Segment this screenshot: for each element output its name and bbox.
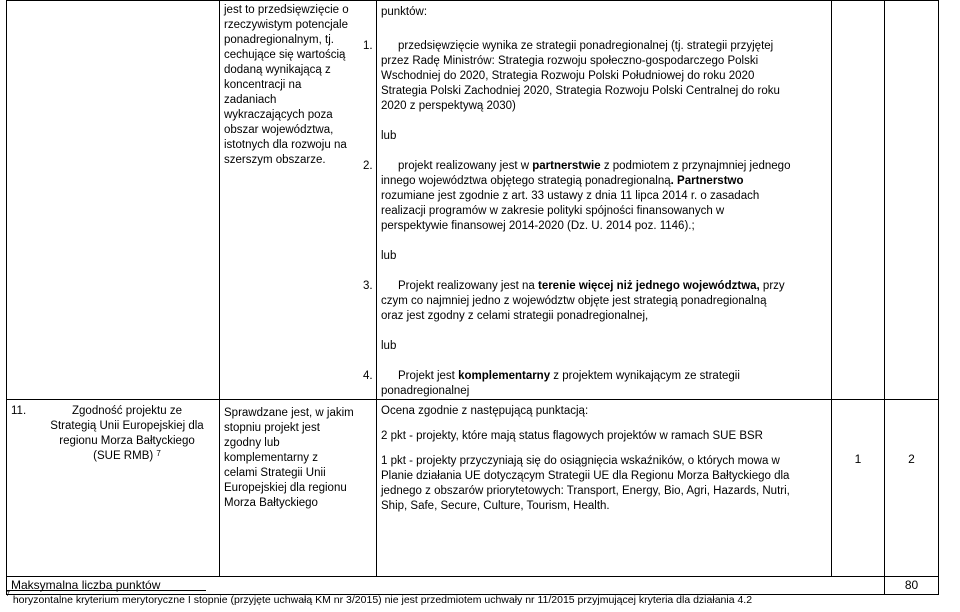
item-text: z podmiotem z przynajmniej jednego bbox=[600, 160, 791, 172]
scoring-rules-cell bbox=[377, 400, 832, 577]
table-row-criterion-11 bbox=[7, 400, 939, 577]
scoring-1pt-line: jednego z obszarów priorytetowych: Transport, Energy, Bio, Agri, Hazards, Nutri, bbox=[381, 485, 790, 497]
item-text: ponadregionalnej bbox=[381, 385, 470, 397]
item-text: rozumiane jest zgodnie z art. 33 ustawy z dnia 11 lipca 2014 r. o zasadach bbox=[381, 190, 760, 202]
item-text-bold: komplementarny bbox=[458, 370, 551, 382]
score-cell-empty bbox=[885, 1, 939, 400]
criterion-title-cell bbox=[7, 400, 220, 577]
scoring-item-1 bbox=[363, 39, 827, 114]
criterion-title-line: Zgodność projektu ze bbox=[72, 405, 182, 417]
criterion-title-line: regionu Morza Bałtyckiego bbox=[59, 435, 195, 447]
item-text: czym co najmniej jedno z województw objęte jest strategią ponadregionalną bbox=[381, 295, 767, 307]
score-min-cell bbox=[832, 400, 885, 577]
or-separator: lub bbox=[381, 340, 397, 352]
table-row-max-points bbox=[7, 577, 939, 595]
item-number: 2. bbox=[363, 160, 373, 172]
description-line: zadaniach bbox=[224, 94, 277, 106]
item-text: perspektywie finansowej 2014-2020 (Dz. U. 2014 poz. 1146).; bbox=[381, 220, 695, 232]
description-line: stopniu projekt jest bbox=[224, 422, 320, 434]
item-text: Wschodniej do 2020, Strategia Rozwoju Polski Południowej do roku 2020 bbox=[381, 70, 755, 82]
max-points-value-cell bbox=[885, 577, 939, 595]
item-text: przy bbox=[759, 280, 785, 292]
item-number: 4. bbox=[363, 370, 373, 382]
scoring-1pt-line: Planie działania UE dotyczącym Strategii UE dla Regionu Morza Bałtyckiego dla bbox=[381, 470, 790, 482]
description-line: ponadregionalnym, tj. bbox=[224, 34, 334, 46]
item-text: przez Radę Ministrów: Strategia rozwoju społeczno-gospodarczego Polski bbox=[381, 55, 759, 67]
item-text: z projektem wynikającym ze strategii bbox=[550, 370, 740, 382]
description-line: Europejskiej dla regionu bbox=[224, 482, 347, 494]
description-line: istotnych dla rozwoju na bbox=[224, 139, 347, 151]
description-line: komplementarny z bbox=[224, 452, 318, 464]
scoring-1pt-line: Ship, Safe, Secure, Culture, Tourism, Health. bbox=[381, 500, 610, 512]
item-text: Projekt realizowany jest na bbox=[398, 280, 538, 292]
footnote-marker: 7 bbox=[6, 591, 10, 598]
scoring-1pt-line: 1 pkt - projekty przyczyniają się do osiągnięcia wskaźników, o których mowa w bbox=[381, 455, 780, 467]
criterion-description-cell bbox=[220, 1, 377, 400]
footnote-reference[interactable]: 7 bbox=[156, 449, 161, 458]
item-text: innego województwa objętego strategią ponadregionalną bbox=[381, 175, 671, 187]
description-line: koncentracji na bbox=[224, 79, 302, 91]
description-line: wykraczających poza bbox=[224, 109, 333, 121]
score-max: 2 bbox=[908, 452, 915, 466]
item-text: Strategia Polski Zachodniej 2020, Strategia Rozwoju Polski Centralnej do roku bbox=[381, 85, 780, 97]
scoring-item-2 bbox=[363, 159, 827, 234]
or-separator: lub bbox=[381, 130, 397, 142]
max-points-label: Maksymalna liczba punktów bbox=[11, 578, 161, 592]
score-min: 1 bbox=[854, 452, 862, 466]
description-line: szerszym obszarze. bbox=[224, 154, 326, 166]
scoring-2pt: 2 pkt - projekty, które mają status flagowych projektów w ramach SUE BSR bbox=[381, 430, 763, 442]
table-row-previous-criterion bbox=[7, 1, 939, 400]
max-points-value: 80 bbox=[904, 578, 919, 592]
description-line: obszar województwa, bbox=[224, 124, 334, 136]
description-line: dodaną wynikającą z bbox=[224, 64, 331, 76]
scoring-intro: punktów: bbox=[381, 6, 428, 18]
criteria-table bbox=[6, 0, 939, 595]
item-text-bold: . Partnerstwo bbox=[670, 175, 744, 187]
or-separator: lub bbox=[381, 250, 397, 262]
criterion-title-line: Strategią Unii Europejskiej dla bbox=[50, 420, 204, 432]
item-number: 3. bbox=[363, 280, 373, 292]
scoring-rules-cell bbox=[363, 1, 832, 400]
scoring-intro: Ocena zgodnie z następującą punktacją: bbox=[381, 405, 589, 417]
item-text: Projekt jest bbox=[398, 370, 459, 382]
item-text: przedsięwzięcie wynika ze strategii ponadregionalnej (tj. strategii przyjętej bbox=[398, 40, 774, 52]
description-line: rzeczywistym potencjale bbox=[224, 19, 348, 31]
criterion-description-cell bbox=[220, 400, 377, 577]
item-text-bold: partnerstwie bbox=[532, 160, 601, 172]
description-line: Morza Bałtyckiego bbox=[224, 497, 318, 509]
criterion-title-line: (SUE RMB) bbox=[93, 450, 154, 462]
item-text-bold: terenie więcej niż jednego województwa, bbox=[537, 280, 760, 292]
score-cell-empty bbox=[832, 1, 885, 400]
description-line: cechujące się wartością bbox=[224, 49, 346, 61]
description-line: celami Strategii Unii bbox=[224, 467, 326, 479]
item-text: oraz jest zgodny z celami strategii ponadregionalnej, bbox=[381, 310, 649, 322]
item-text: realizacji programów w zakresie polityki spójności finansowanych w bbox=[381, 205, 725, 217]
footnote-text: horyzontalne kryterium merytoryczne I stopnie (przyjęte uchwałą KM nr 3/2015) nie jest przedmiotem uchwały nr 11/2015 przyjmującej kryteria dla działania 4.2 bbox=[12, 594, 753, 606]
scoring-item-4 bbox=[363, 369, 827, 399]
criterion-number: 11. bbox=[11, 405, 27, 417]
footnote bbox=[6, 591, 753, 606]
footnote-divider bbox=[6, 590, 206, 591]
item-text: projekt realizowany jest w bbox=[398, 160, 533, 172]
criterion-title-cell-empty bbox=[7, 1, 220, 400]
item-text: 2020 z perspektywą 2030) bbox=[381, 100, 516, 112]
description-line: jest to przedsięwzięcie o bbox=[224, 4, 349, 16]
max-points-label-cell bbox=[7, 577, 885, 595]
description-line: zgodny lub bbox=[224, 437, 280, 449]
item-number: 1. bbox=[363, 40, 373, 52]
scoring-item-3 bbox=[363, 279, 827, 324]
score-max-cell bbox=[885, 400, 939, 577]
description-line: Sprawdzane jest, w jakim bbox=[224, 407, 354, 419]
